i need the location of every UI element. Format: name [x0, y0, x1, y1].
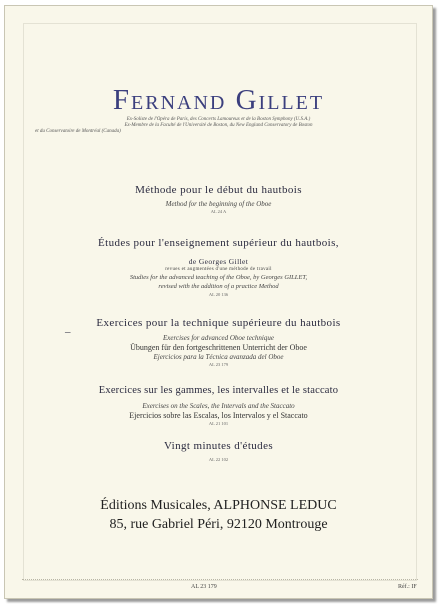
work-3-ref: AL 23 179: [208, 362, 229, 367]
work-2-title: Études pour l'enseignement supérieur du hautbois,: [98, 237, 339, 249]
work-2-subtitle-2: revised with the addition of a practice Method: [158, 283, 279, 290]
work-5-title: Vingt minutes d'études: [163, 440, 274, 452]
work-3-title: Exercices pour la technique supérieure du hautbois: [96, 317, 341, 329]
work-4-title: Exercices sur les gammes, les intervalles et le staccato: [98, 385, 339, 396]
work-4-subtitle-en: Exercises on the Scales, the Intervals and the Staccato: [142, 402, 295, 410]
composer-bio-line-3: et du Conservatoire de Montréal (Canada): [35, 129, 121, 134]
work-2-ref: AL 20 136: [208, 292, 229, 297]
work-4-ref: AL 21 101: [208, 421, 229, 426]
composer-bio-line-2: Ex-Membre de la Faculté de l'Université de Boston, du New England Conservatory de Boston: [124, 123, 313, 128]
reference-code: Réf.: IF: [398, 584, 417, 590]
score-cover: [4, 5, 433, 599]
catalog-number: AL 23 179: [191, 584, 217, 590]
work-3-subtitle-es: Ejercicios para la Técnica avanzada del Oboe: [153, 353, 284, 361]
work-1-subtitle: Method for the beginning of the Oboe: [165, 200, 272, 208]
work-1-title: Méthode pour le début du hautbois: [135, 184, 302, 196]
work-3-subtitle-en: Exercises for advanced Oboe technique: [163, 334, 274, 342]
work-4-subtitle-es: Ejercicios sobre las Escalas, los Intervalos y el Staccato: [129, 411, 308, 420]
work-2-author: de Georges Gillet: [188, 257, 249, 266]
publisher-address: 85, rue Gabriel Péri, 92120 Montrouge: [109, 517, 328, 532]
current-work-marker: _: [65, 322, 71, 334]
publisher-name: Éditions Musicales, ALPHONSE LEDUC: [100, 498, 337, 513]
work-2-subtitle-1: Studies for the advanced teaching of the Oboe, by Georges GILLET,: [129, 274, 308, 281]
work-3-subtitle-de: Übungen für den fortgeschrittenen Unterricht der Oboe: [130, 343, 307, 352]
work-1-ref: AL 24 A: [210, 209, 227, 214]
composer-name: Fernand Gillet: [112, 84, 325, 116]
work-2-note: revues et augmentées d'une méthode de travail: [165, 267, 272, 272]
composer-bio-line-1: Ex-Soliste de l'Opéra de Paris, des Concerts Lamoureux et de la Boston Symphony (U.S.A.): [126, 117, 311, 122]
footer-divider: [22, 579, 418, 580]
work-5-ref: AL 22 102: [208, 457, 229, 462]
